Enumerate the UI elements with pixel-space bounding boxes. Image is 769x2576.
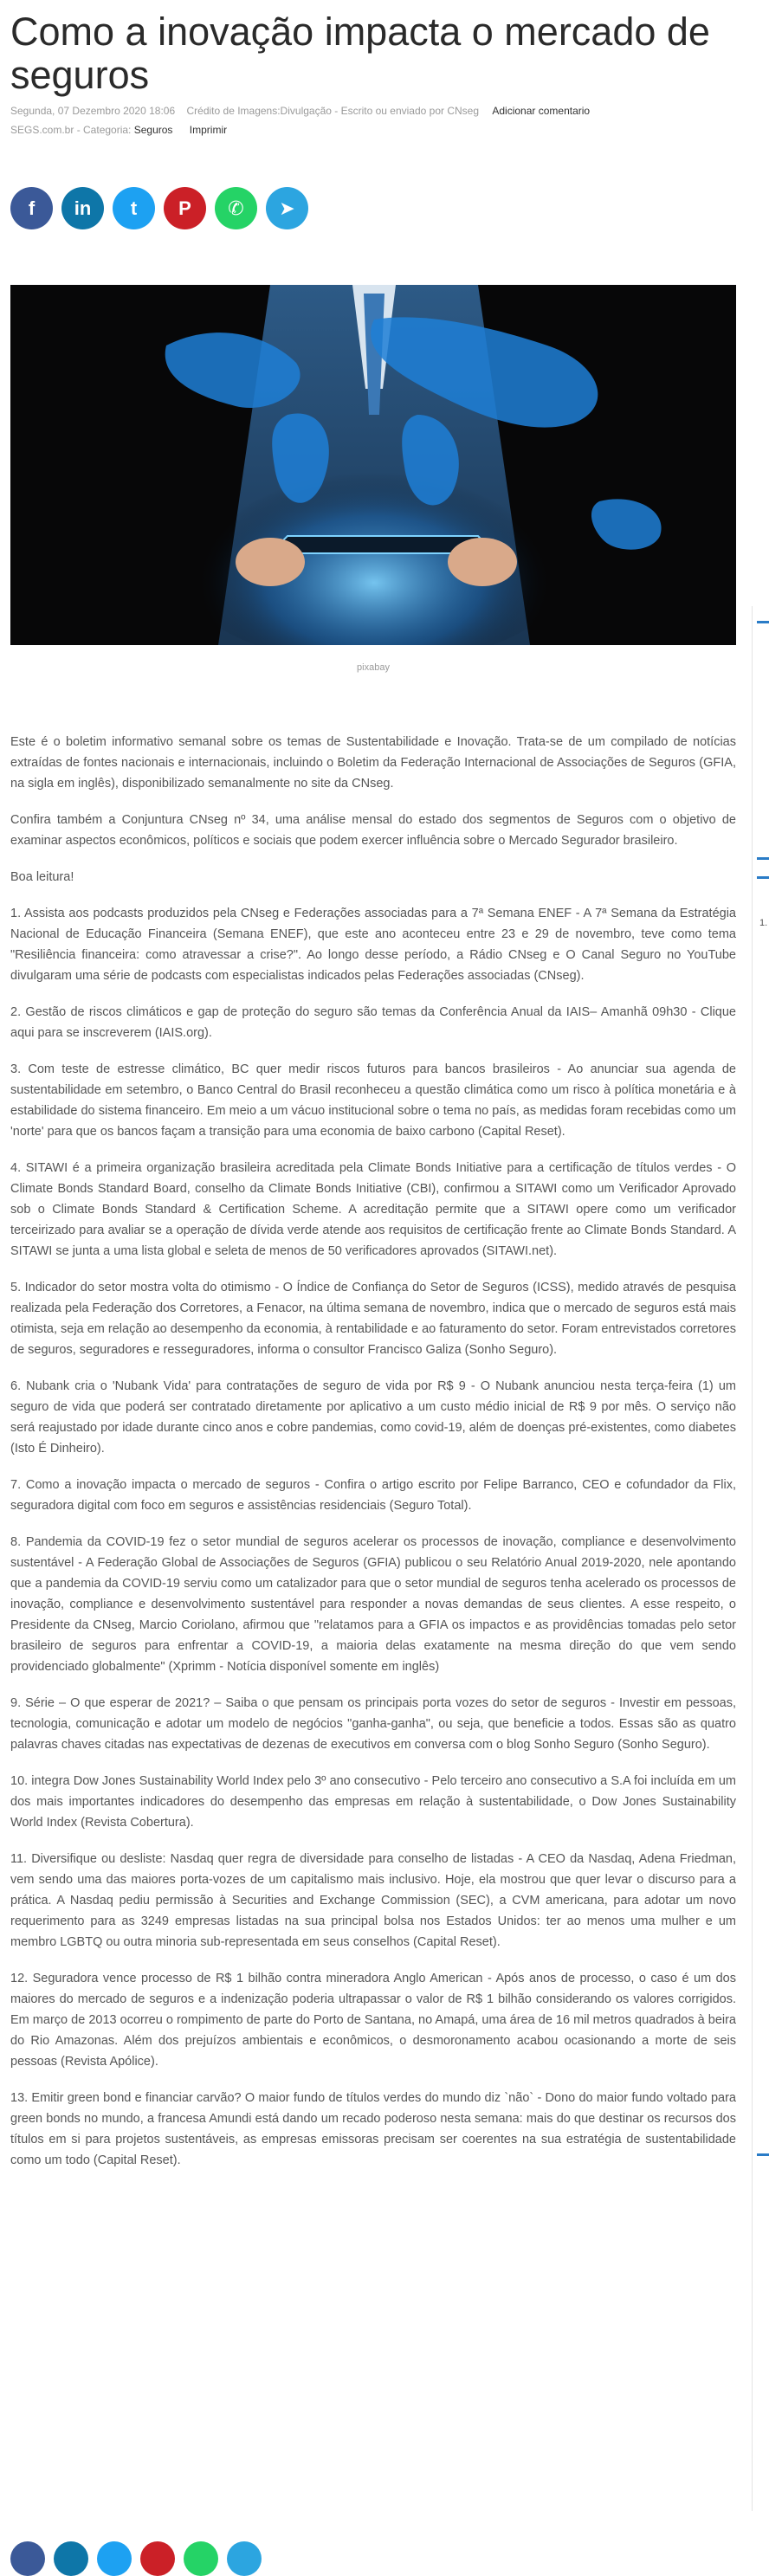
article-credit: Crédito de Imagens:Divulgação - Escrito ou enviado por CNseg [186,105,480,117]
article-paragraph: 12. Seguradora vence processo de R$ 1 bilhão contra mineradora Anglo American - Após anos de processo, o caso é um dos maiores do mercado de seguros e a indenização poderia ultrapassar o valor de R$ 1 bilhão considerando os valores corrigidos. Em março de 2013 ocorreu o rompimento de parte do Porto de Santana, no Amapá, uma área de 16 mil metros quadrados à beira do Rio Amazonas. Além dos prejuízos ambientais e econômicos, o desmoronamento acabou ocasionando a morte de seis pessoas (Revista Apólice). [10,1972,736,2069]
sidebar-accent [757,621,769,623]
facebook-share-button[interactable] [10,187,53,229]
article-paragraph: 9. Série – O que esperar de 2021? – Saiba o que pensam os principais porta vozes do setor de seguros - Investir em pessoas, tecnologia, comunicação e adotar um modelo de negócios "ganha-ganha", ou seja, que beneficie a todos. Essas são as quatro palavras chaves citadas nas expectativas de dezenas de executivos em conversa com o blog Sonho Seguro (Sonho Seguro). [10,1696,736,1752]
sidebar-divider [752,606,753,2511]
bottom-share-bar [10,2541,262,2576]
article-paragraph: 2. Gestão de riscos climáticos e gap de proteção do seguro são temas da Conferência Anual da IAIS– Amanhã 09h30 - Clique aqui para se inscreverem (IAIS.org). [10,1005,736,1040]
page-title: Como a inovação impacta o mercado de seguros [10,10,710,97]
article-paragraph: 8. Pandemia da COVID-19 fez o setor mundial de seguros acelerar os processos de inovação, compliance e desenvolvimento sustentável - A Federação Global de Associações de Seguros (GFIA) publicou o seu Relatório Anual 2019-2020, nele apontando que a pandemia da COVID-19 serviu como um catalizador para que o setor mundial de seguros tenha acelerado os processos de inovação, compliance e desenvolvimento sustentável para responder a novas demandas de seus clientes. A esse respeito, o Presidente da CNseg, Marcio Coriolano, afirmou que "relatamos para a GFIA os impactos e as providências tomadas pelo setor brasileiro de seguros para enfrentar a COVID-19, a maioria delas exatamente na mesma direção do que vem sendo providenciado globalmente" (Xprimm - Notícia disponível somente em inglês) [10,1535,736,1674]
telegram-icon: ➤ [279,197,295,219]
article-meta [10,104,736,118]
whatsapp-icon: ✆ [228,197,244,219]
sidebar-number: 1. [759,918,768,928]
article-paragraph: 1. Assista aos podcasts produzidos pela CNseg e Federações associadas para a 7ª Semana ENEF - A 7ª Semana da Estratégia Nacional de Educação Financeira (Semana ENEF), que este ano aconteceu entre 23 e 29 de novembro, teve como tema "Resiliência financeira: como atravessar a crise?". Ao longo desse período, a Rádio CNseg e O Canal Seguro no YouTube divulgaram uma série de podcasts com especialistas indicados pelas Federações associadas (CNseg). [10,907,736,983]
linkedin-share-button-bottom[interactable] [54,2541,88,2576]
article-paragraph: 11. Diversifique ou desliste: Nasdaq quer regra de diversidade para conselho de listadas - A CEO da Nasdaq, Adena Friedman, vem sendo uma das maiores porta-vozes de um capitalismo mais inclusivo. Hoje, ela mostrou que quer levar o discurso para a prática. A Nasdaq pediu permissão à Securities and Exchange Commission (SEC), a CVM americana, para adotar um novo requerimento para as 3249 empresas listadas na sua principal bolsa nos Estados Unidos: ter ao menos uma mulher e um membro LGBTQ ou outra minoria sub-representada em seus conselhos (Capital Reset). [10,1852,736,1949]
article-image [10,285,736,645]
article-paragraph: 6. Nubank cria o 'Nubank Vida' para contratações de seguro de vida por R$ 9 - O Nubank anunciou nesta terça-feira (1) um seguro de vida que poderá ser contratado diretamente por aplicativo a um custo médio inicial de R$ 9 por mês. O serviço não será reajustado por idade durante cinco anos e cobre pandemias, como covid-19, além de doenças pré-existentes, como diabetes (Isto É Dinheiro). [10,1379,736,1456]
article-body [10,732,736,2171]
article-paragraph: Confira também a Conjuntura CNseg nº 34, uma análise mensal do estado dos segmentos de Seguros com o objetivo de examinar aspectos econômicos, políticos e sociais que podem exercer influência sobre o Mercado Segurador brasileiro. [10,813,736,848]
category-link[interactable]: Seguros [133,124,173,136]
source-prefix: SEGS.com.br - Categoria: [10,124,132,136]
article-paragraph: 5. Indicador do setor mostra volta do otimismo - O Índice de Confiança do Setor de Seguros (ICSS), medido através de pesquisa realizada pela Federação dos Corretores, a Fenacor, na última semana de novembro, indica que o mercado de seguros está mais otimista, seja em relação ao desempenho da economia, à rentabilidade e ao faturamento do setor. Foram entrevistados corretores de seguros, seguradores e resseguradores, informa o consultor Francisco Galiza (Sonho Seguro). [10,1281,736,1357]
article-paragraph: Este é o boletim informativo semanal sobre os temas de Sustentabilidade e Inovação. Trata-se de um compilado de notícias extraídas de fontes nacionais e internacionais, incluindo o Boletim da Federação Internacional de Associações de Seguros (GFIA, na sigla em inglês), disponibilizado semanalmente no site da CNseg. [10,735,736,791]
pinterest-share-button-bottom[interactable] [140,2541,175,2576]
twitter-share-button-bottom[interactable] [97,2541,132,2576]
twitter-icon: t [130,197,138,219]
telegram-share-button-bottom[interactable] [227,2541,262,2576]
print-link[interactable]: Imprimir [189,124,228,136]
article-paragraph: Boa leitura! [10,870,74,884]
sidebar-accent [757,876,769,879]
facebook-icon: f [28,197,36,219]
sidebar-accent [757,2153,769,2156]
telegram-share-button[interactable] [266,187,308,229]
share-bar [10,187,736,230]
article-paragraph: 13. Emitir green bond e financiar carvão? O maior fundo de títulos verdes do mundo diz `não` - Dono do maior fundo voltado para green bonds no mundo, a francesa Amundi está dando um recado poderoso nesta semana: mais do que destinar os recursos dos títulos em si para projetos sustentáveis, as empresas emissoras precisam ser coerentes na sua estratégia de sustentabilidade como um todo (Capital Reset). [10,2091,736,2167]
sidebar-accent [757,857,769,860]
article-main [10,0,736,2186]
add-comment-link[interactable]: Adicionar comentario [492,105,591,117]
facebook-share-button-bottom[interactable] [10,2541,45,2576]
image-caption: pixabay [357,662,390,673]
pinterest-share-button[interactable] [164,187,206,229]
pinterest-icon: P [178,197,191,219]
linkedin-share-button[interactable] [61,187,104,229]
article-date: Segunda, 07 Dezembro 2020 18:06 [10,105,176,117]
whatsapp-share-button[interactable] [215,187,257,229]
linkedin-icon: in [74,197,92,219]
article-paragraph: 7. Como a inovação impacta o mercado de seguros - Confira o artigo escrito por Felipe Barranco, CEO e cofundador da Flix, seguradora digital com foco em seguros e assistências residenciais (Seguro Total). [10,1478,736,1513]
whatsapp-share-button-bottom[interactable] [184,2541,218,2576]
article-paragraph: 10. integra Dow Jones Sustainability World Index pelo 3º ano consecutivo - Pelo terceiro ano consecutivo a S.A foi incluída em um dos mais importantes indicadores do desempenho das empresas em relação à sustentabilidade, o Dow Jones Sustainability World Index (Revista Cobertura). [10,1774,736,1830]
article-paragraph: 4. SITAWI é a primeira organização brasileira acreditada pela Climate Bonds Initiative para a certificação de títulos verdes - O Climate Bonds Standard Board, conselho da Climate Bonds Initiative (CBI), confirmou a SITAWI como um Verificador Aprovado sob o Climate Bonds Standard & Certification Scheme. A acreditação permite que a SITAWI opere como um verificador terceirizado para avaliar se a operação de dívida verde atende aos requisitos de certificação frente ao Climate Bonds Standard. A SITAWI se junta a uma lista global e seleta de menos de 50 verificadores aprovados (SITAWI.net). [10,1161,736,1258]
article-category-row [10,123,736,137]
twitter-share-button[interactable] [113,187,155,229]
article-paragraph: 3. Com teste de estresse climático, BC quer medir riscos futuros para bancos brasileiros - Ao anunciar sua agenda de sustentabilidade em setembro, o Banco Central do Brasil reconheceu a questão climática como um risco à política monetária e à estabilidade do sistema financeiro. Em meio a um vácuo institucional sobre o tema no país, as medidas foram recebidas como um 'norte' para que os bancos façam a transição para uma economia de baixo carbono (Capital Reset). [10,1062,736,1139]
